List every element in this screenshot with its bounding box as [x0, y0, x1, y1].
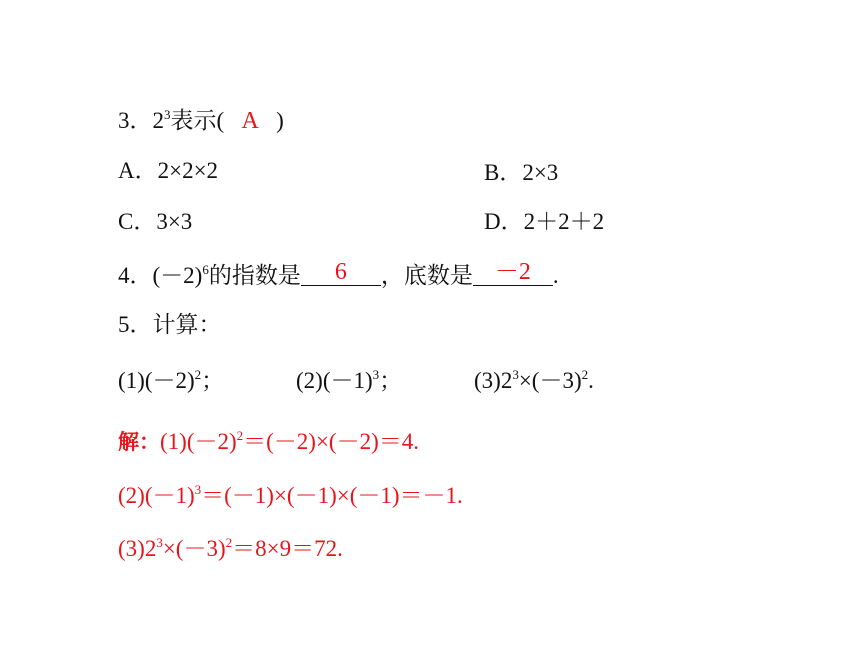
q3-exponent: 3	[164, 107, 171, 122]
question-5-title: 5．计算：	[118, 312, 222, 337]
q3-close: )	[276, 108, 284, 133]
q5-p3-mid: ×(－3)	[518, 368, 582, 393]
q5-part-3	[474, 366, 594, 396]
q5-p1-end: ；	[201, 368, 225, 393]
q4-mid1: 的指数是	[208, 263, 301, 288]
q5-p3-base: (3)2	[474, 368, 513, 393]
q4-answer-base: －2	[494, 259, 531, 285]
q5-p3-exp1: 3	[512, 367, 519, 382]
q4-end: .	[552, 263, 559, 288]
q4-exponent: 6	[202, 262, 209, 277]
solution-line-3	[118, 534, 343, 564]
q5-p3-exp2: 2	[581, 367, 589, 382]
q5-p2-exp: 3	[372, 367, 380, 382]
solution-3-base: (3)2	[118, 536, 157, 561]
solution-3-rest: ＝8×9＝72.	[232, 536, 343, 561]
q4-prefix: 4．(－2)	[118, 263, 203, 288]
q3-answer: A	[241, 108, 259, 134]
question-4	[118, 261, 559, 291]
q5-p1-exp: 2	[194, 367, 202, 382]
solution-2-rest: ＝(－1)×(－1)×(－1)＝－1.	[201, 483, 463, 508]
solution-3-mid: ×(－3)	[162, 536, 226, 561]
q4-answer-exponent: 6	[334, 259, 347, 285]
q3-option-c: C．3×3	[118, 209, 193, 234]
q3-option-a: A．2×2×2	[118, 158, 219, 183]
q5-part-1	[118, 366, 224, 396]
solution-3-exp1: 3	[156, 535, 163, 550]
solution-1-exp: 2	[236, 428, 244, 443]
q3-number: 3．2	[118, 108, 164, 133]
solution-2-base: (2)(－1)	[118, 483, 195, 508]
q4-blank-base	[473, 259, 553, 286]
solution-2-exp: 3	[194, 482, 202, 497]
q5-p2-base: (2)(－1)	[296, 368, 373, 393]
q4-mid2: ，底数是	[380, 263, 473, 288]
solution-1-rest: ＝(－2)×(－2)＝4.	[243, 429, 419, 454]
q5-p1-base: (1)(－2)	[118, 368, 195, 393]
solution-1-base: (1)(－2)	[160, 429, 237, 454]
q4-blank-exponent	[301, 259, 381, 286]
solution-line-1	[118, 427, 419, 457]
q3-text: 表示(	[170, 108, 225, 133]
q5-p3-end: .	[588, 368, 594, 393]
question-3-stem	[118, 106, 284, 136]
solution-label: 解：	[118, 430, 160, 454]
q3-option-d: D．2＋2＋2	[484, 209, 605, 234]
solution-line-2	[118, 481, 463, 511]
q5-part-2	[296, 366, 402, 396]
q5-p2-end: ；	[379, 368, 403, 393]
solution-3-exp2: 2	[225, 535, 233, 550]
q3-option-b: B．2×3	[484, 160, 559, 185]
